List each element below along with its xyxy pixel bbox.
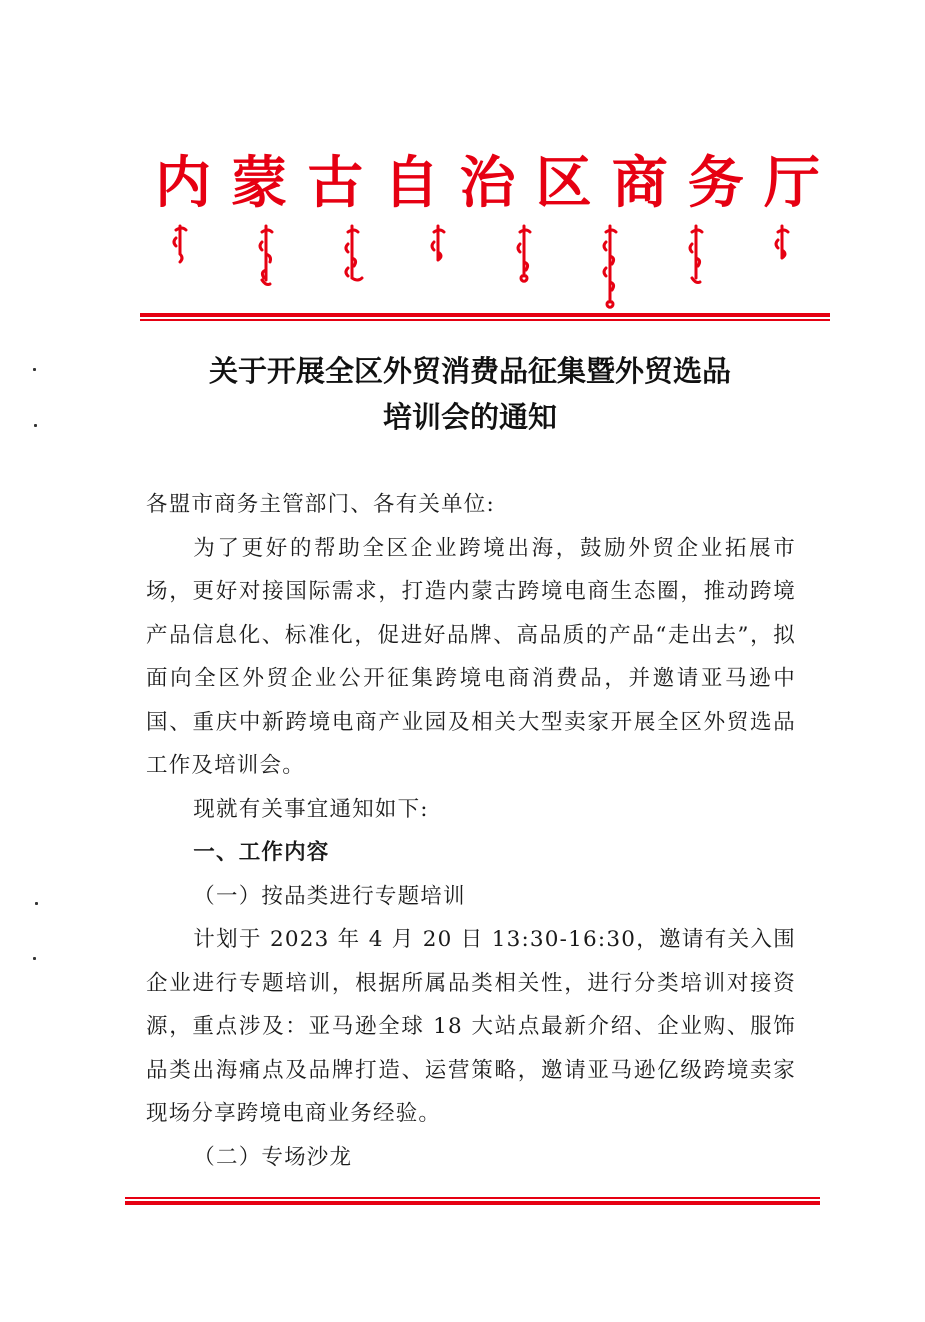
document-body — [146, 483, 796, 1179]
title-line-1: 关于开展全区外贸消费品征集暨外贸选品 — [208, 354, 731, 388]
scan-mark — [34, 424, 37, 427]
scan-mark — [35, 902, 38, 905]
footer-rule-thick — [125, 1201, 820, 1205]
org-char: 区 — [535, 150, 592, 216]
mongolian-script-org-name — [170, 222, 810, 312]
subsection-heading-salon: （二）专场沙龙 — [193, 1144, 353, 1170]
org-char: 商 — [611, 150, 668, 216]
mongolian-script-graphic — [170, 222, 810, 312]
letterhead-rule-thick — [140, 313, 830, 317]
org-char: 蒙 — [231, 150, 288, 216]
letterhead-org-name — [155, 150, 820, 216]
org-char: 古 — [307, 150, 364, 216]
org-char: 务 — [687, 150, 744, 216]
document-title — [100, 348, 840, 440]
org-char: 厅 — [764, 150, 820, 216]
subsection-heading-training: （一）按品类进行专题培训 — [193, 883, 466, 909]
salutation: 各盟市商务主管部门、各有关单位: — [146, 492, 495, 517]
org-char: 治 — [459, 150, 516, 216]
paragraph-training-plan: 计划于 2023 年 4 月 20 日 13:30-16:30，邀请有关入围企业进行专题培训，根据所属品类相关性，进行分类培训对接资源，重点涉及：亚马逊全球 18 大站点最新介绍、企业购、服饰品类出海痛点及品牌打造、运营策略，邀请亚马逊亿级跨境卖家现场分享跨境电商业务经验。 — [146, 927, 796, 1126]
paragraph-purpose: 为了更好的帮助全区企业跨境出海，鼓励外贸企业拓展市场，更好对接国际需求，打造内蒙古跨境电商生态圈，推动跨境产品信息化、标准化，促进好品牌、高品质的产品“走出去”，拟面向全区外贸企业公开征集跨境电商消费品，并邀请亚马逊中国、重庆中新跨境电商产业园及相关大型卖家开展全区外贸选品工作及培训会。 — [146, 535, 796, 778]
footer-rule-thin — [125, 1197, 820, 1199]
org-char: 内 — [155, 150, 211, 216]
section-heading-work-content: 一、工作内容 — [193, 840, 330, 865]
letterhead-rule-thin — [140, 319, 830, 321]
org-char: 自 — [383, 150, 440, 216]
title-line-2: 培训会的通知 — [382, 400, 557, 434]
paragraph-notice: 现就有关事宜通知如下: — [193, 796, 429, 822]
scan-mark — [33, 957, 36, 960]
scan-mark — [33, 368, 36, 371]
